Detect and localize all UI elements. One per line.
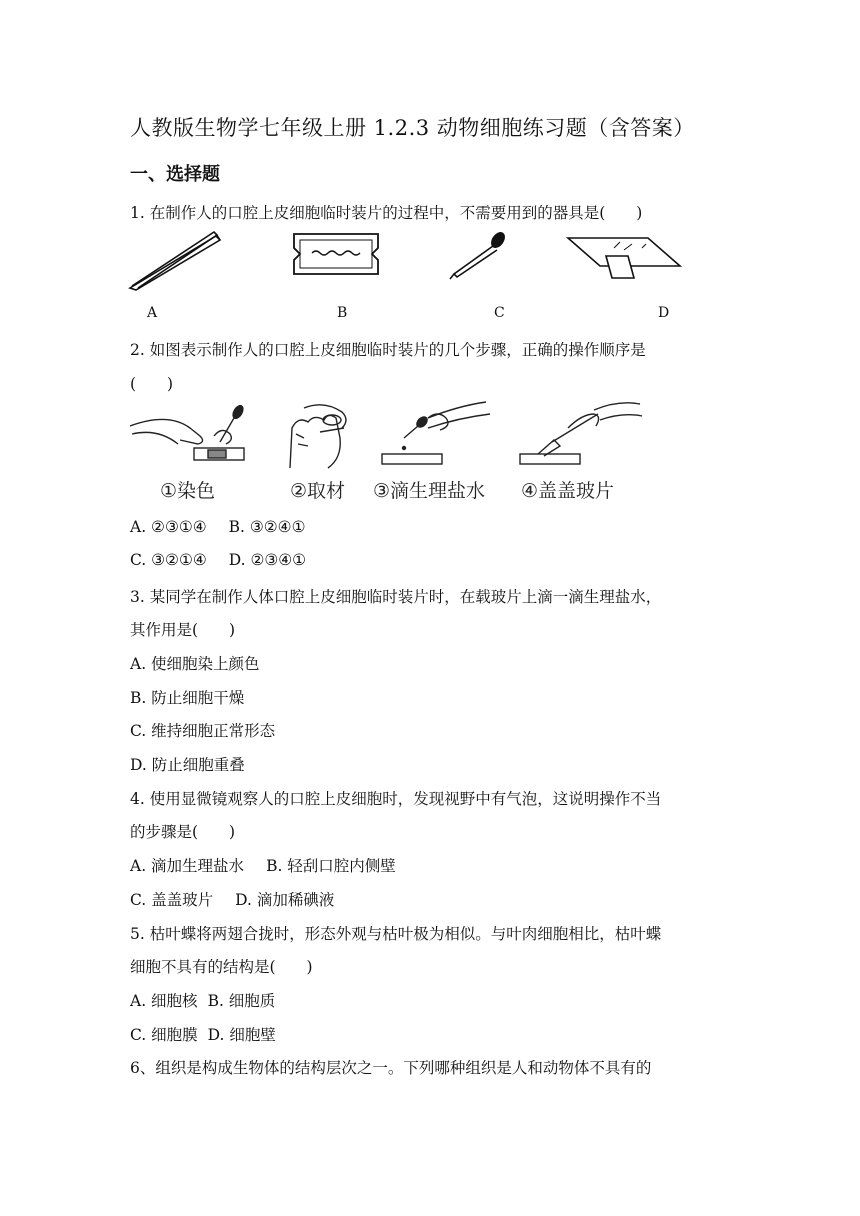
tweezers-icon (130, 232, 220, 290)
q2-options-row2 (130, 551, 306, 569)
q5-options-row1 (130, 989, 275, 1011)
dropper-icon (450, 231, 507, 279)
q1-figure (128, 226, 688, 296)
q2-option-a[interactable]: A. ②③①④ (130, 518, 207, 536)
q3-stem-line2: 其作用是( ) (130, 621, 236, 639)
q5-option-c[interactable]: C. 细胞膜 (130, 1026, 198, 1044)
q2-caption-4: ④盖盖玻片 (521, 480, 615, 502)
q5-stem-line1: 5. 枯叶蝶将两翅合拢时，形态外观与枯叶极为相似。与叶肉细胞相比，枯叶蝶 (130, 925, 662, 943)
q1-label-a: A (147, 305, 158, 321)
q4-stem-line1: 4. 使用显微镜观察人的口腔上皮细胞时，发现视野中有气泡，这说明操作不当 (130, 790, 662, 808)
q3-option-b[interactable]: B. 防止细胞干燥 (130, 689, 245, 707)
q5-stem-line2: 细胞不具有的结构是( ) (130, 958, 313, 976)
q3-option-a[interactable]: A. 使细胞染上颜色 (130, 655, 260, 673)
q3-stem-line1: 3. 某同学在制作人体口腔上皮细胞临时装片时，在载玻片上滴一滴生理盐水， (130, 588, 662, 606)
q2-caption-1: ①染色 (160, 480, 216, 502)
q2-figure (128, 398, 648, 476)
q5-options-row2 (130, 1023, 276, 1045)
q4-option-b[interactable]: B. 轻刮口腔内侧壁 (266, 857, 396, 875)
q4-options-row1 (130, 854, 396, 876)
saline-step-icon (382, 402, 490, 464)
staining-step-icon (130, 404, 245, 460)
q2-option-b[interactable]: B. ③②④① (228, 518, 306, 536)
q1-stem: 1. 在制作人的口腔上皮细胞临时装片的过程中，不需要用到的器具是( ) (130, 204, 643, 222)
q1-label-c: C (494, 305, 505, 321)
q4-stem-line2: 的步骤是( ) (130, 823, 236, 841)
section-heading: 一、选择题 (130, 164, 220, 185)
q2-options-row1 (130, 518, 305, 536)
coverslip-step-icon (520, 403, 642, 464)
razor-blade-icon (294, 234, 378, 274)
q2-caption-2: ②取材 (290, 480, 346, 502)
q2-stem-line2: ( ) (130, 375, 174, 393)
glass-slide-icon (568, 238, 680, 278)
sampling-step-icon (290, 405, 346, 468)
q1-label-b: B (337, 305, 348, 321)
q5-option-a[interactable]: A. 细胞核 (130, 992, 198, 1010)
q4-option-c[interactable]: C. 盖盖玻片 (130, 891, 214, 909)
q4-options-row2 (130, 888, 334, 910)
q3-option-c[interactable]: C. 维持细胞正常形态 (130, 722, 276, 740)
q2-caption-3: ③滴生理盐水 (373, 480, 486, 502)
q2-option-c[interactable]: C. ③②①④ (130, 551, 207, 569)
q1-label-d: D (658, 305, 670, 321)
q6-stem-line1: 6、组织是构成生物体的结构层次之一。下列哪种组织是人和动物体不具有的 (130, 1059, 652, 1077)
q4-option-a[interactable]: A. 滴加生理盐水 (130, 857, 245, 875)
q5-option-d[interactable]: D. 细胞壁 (207, 1026, 276, 1044)
q4-option-d[interactable]: D. 滴加稀碘液 (235, 891, 335, 909)
q2-stem-line1: 2. 如图表示制作人的口腔上皮细胞临时装片的几个步骤，正确的操作顺序是 (130, 341, 646, 359)
q2-option-d[interactable]: D. ②③④① (228, 551, 307, 569)
page-title: 人教版生物学七年级上册 1.2.3 动物细胞练习题（含答案） (130, 116, 695, 140)
q5-option-b[interactable]: B. 细胞质 (207, 992, 276, 1010)
q3-option-d[interactable]: D. 防止细胞重叠 (130, 756, 245, 774)
